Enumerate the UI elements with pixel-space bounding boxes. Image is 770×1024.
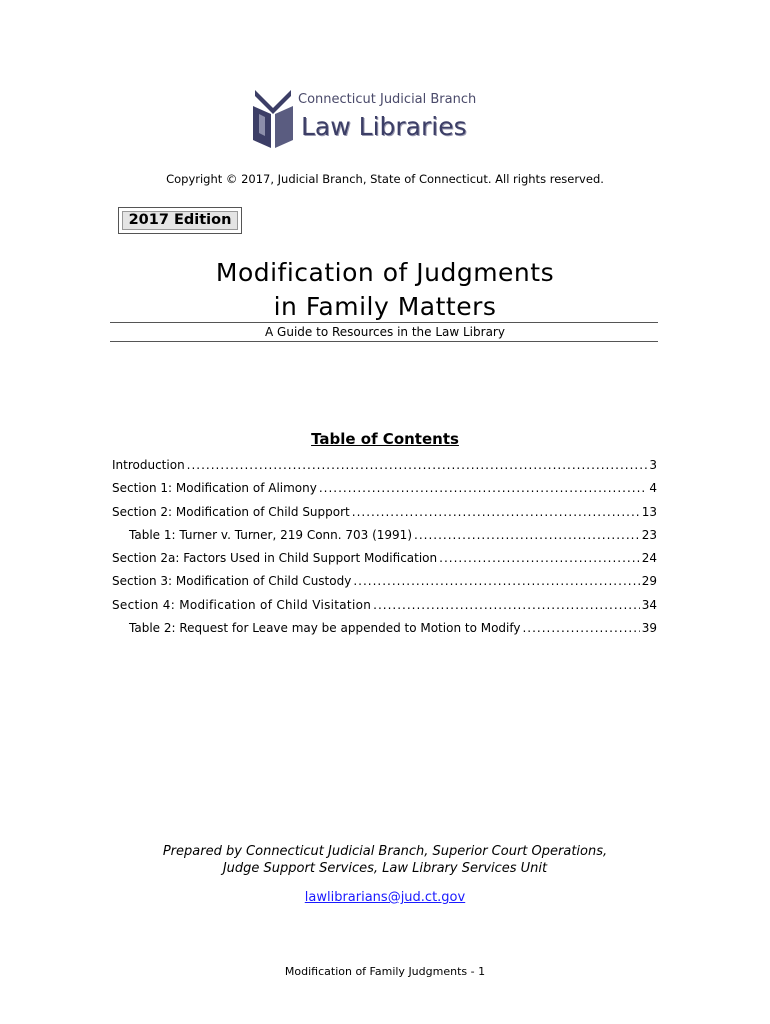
copyright-notice: Copyright © 2017, Judicial Branch, State of Connecticut. All rights reserved. <box>166 172 604 186</box>
toc-entry-table-1[interactable] <box>112 528 657 551</box>
logo-name-line: Law Libraries <box>301 112 467 141</box>
prepared-by <box>0 843 770 877</box>
toc-entry-label: Section 3: Modification of Child Custody <box>112 574 352 589</box>
toc-entry-page: 23 <box>641 527 657 542</box>
page-footer: Modification of Family Judgments - 1 <box>284 965 486 978</box>
prepared-line-1: Prepared by Connecticut Judicial Branch, Superior Court Operations, <box>162 844 608 859</box>
document-subtitle: A Guide to Resources in the Law Library <box>265 325 505 339</box>
toc-entry-label: Section 2: Modification of Child Support <box>112 504 350 519</box>
toc-leader <box>373 598 640 612</box>
title-line-1: Modification of Judgments <box>215 258 555 287</box>
toc-entry-page: 13 <box>641 504 657 519</box>
toc-entry-section-1[interactable] <box>112 481 657 504</box>
edition-label: 2017 Edition <box>122 211 238 230</box>
toc-entry-page: 39 <box>641 621 657 636</box>
law-libraries-logo <box>251 88 481 150</box>
toc-entry-section-2[interactable] <box>112 505 657 528</box>
contact-email-link[interactable]: lawlibrarians@jud.ct.gov <box>304 890 466 905</box>
toc-entry-page: 24 <box>641 551 657 566</box>
logo-org-line: Connecticut Judicial Branch <box>298 92 477 107</box>
toc-entry-label: Section 1: Modification of Alimony <box>112 481 317 496</box>
title-line-2: in Family Matters <box>273 292 497 321</box>
document-title <box>0 256 770 324</box>
toc-entry-label: Section 2a: Factors Used in Child Support Modification <box>112 551 438 566</box>
edition-badge <box>118 207 242 234</box>
toc-entry-section-2a[interactable] <box>112 551 657 574</box>
toc-entry-page: 34 <box>641 597 657 612</box>
toc-entry-table-2[interactable] <box>112 621 657 644</box>
toc-leader <box>352 505 640 519</box>
title-rule-top <box>110 322 658 323</box>
open-book-icon <box>251 88 295 150</box>
toc-leader <box>414 528 640 542</box>
toc-entry-label: Introduction <box>112 458 185 472</box>
toc-entry-label: Table 1: Turner v. Turner, 219 Conn. 703 (1991) <box>129 527 412 542</box>
toc-entry-page: 3 <box>649 458 657 472</box>
toc-leader <box>522 621 639 635</box>
toc-leader <box>319 481 648 495</box>
table-of-contents <box>112 458 657 644</box>
toc-leader <box>439 551 640 565</box>
toc-leader <box>353 574 639 588</box>
prepared-line-2: Judge Support Services, Law Library Services Unit <box>222 861 548 876</box>
toc-entry-section-3[interactable] <box>112 574 657 597</box>
toc-entry-page: 4 <box>649 481 657 496</box>
toc-entry-label: Section 4: Modification of Child Visitation <box>112 597 372 612</box>
title-rule-bottom <box>110 341 658 342</box>
toc-entry-page: 29 <box>641 574 657 589</box>
toc-heading: Table of Contents <box>311 430 459 448</box>
toc-entry-introduction[interactable] <box>112 458 657 481</box>
toc-leader <box>187 458 648 472</box>
toc-entry-label: Table 2: Request for Leave may be appended to Motion to Modify <box>129 621 521 636</box>
toc-entry-section-4[interactable] <box>112 598 657 621</box>
